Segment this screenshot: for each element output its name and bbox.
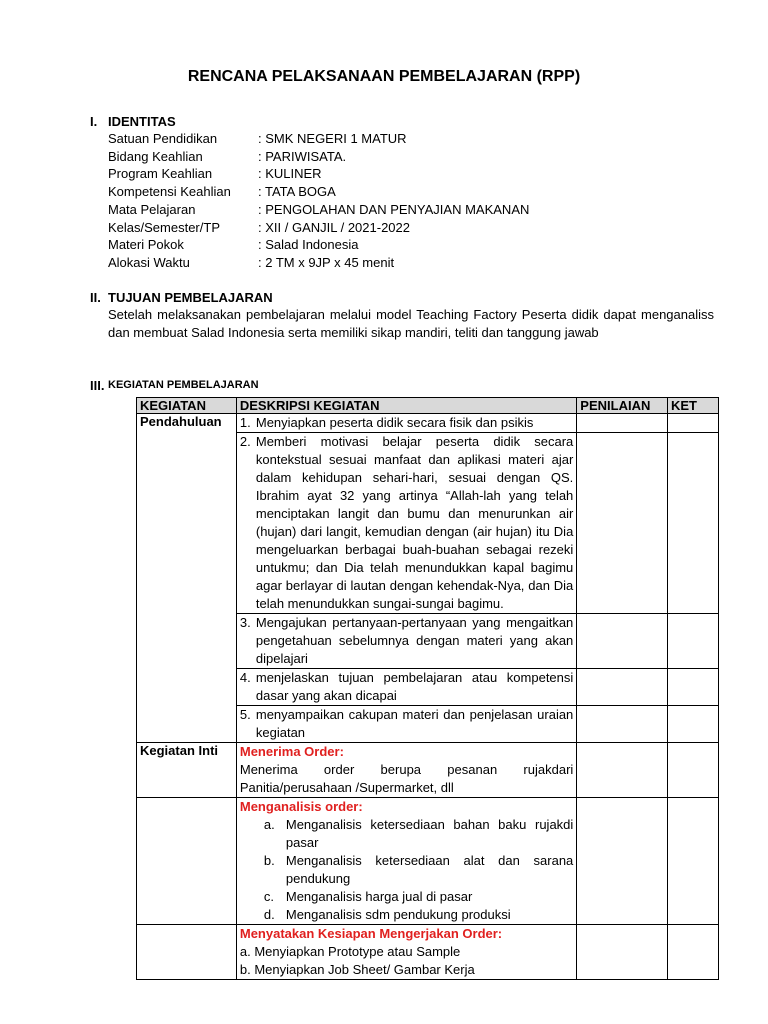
- section-2-number: II.: [90, 290, 101, 305]
- objective-paragraph: Setelah melaksanakan pembelajaran melalui model Teaching Factory Peserta didik dapat menganaliss dan membuat Salad Indonesia serta memiliki sikap mandiri, teliti dan tanggung jawab: [108, 307, 714, 340]
- readiness-heading: Menyatakan Kesiapan Mengerjakan Order:: [239, 926, 503, 941]
- identity-value: : Salad Indonesia: [258, 237, 359, 252]
- assessment-cell: [577, 706, 668, 743]
- assessment-cell: [577, 669, 668, 706]
- page-title: RENCANA PELAKSANAAN PEMBELAJARAN (RPP): [187, 68, 581, 85]
- item-text: Menganalisis ketersediaan alat dan sarana pendukung: [285, 853, 574, 886]
- assessment-cell: [577, 925, 668, 980]
- item-text: Menganalisis ketersediaan bahan baku rujakdi pasar: [285, 817, 574, 850]
- identity-label: Mata Pelajaran: [108, 202, 196, 217]
- column-header-deskripsi: DESKRIPSI KEGIATAN: [236, 398, 576, 414]
- note-cell: [668, 414, 719, 433]
- activity-cell-empty: [137, 925, 237, 980]
- identity-value: : PENGOLAHAN DAN PENYAJIAN MAKANAN: [258, 202, 530, 217]
- activity-cell-empty: [137, 798, 237, 925]
- description-cell: [236, 798, 576, 925]
- table-row: [137, 798, 719, 925]
- identity-value: : KULINER: [258, 166, 322, 181]
- identity-label: Materi Pokok: [108, 237, 184, 252]
- identity-value: : XII / GANJIL / 2021-2022: [258, 220, 410, 235]
- identity-label: Kelas/Semester/TP: [108, 220, 220, 235]
- assessment-cell: [577, 433, 668, 614]
- identity-value: : TATA BOGA: [258, 184, 336, 199]
- identity-value: : PARIWISATA.: [258, 149, 347, 164]
- item-text: Memberi motivasi belajar peserta didik secara kontekstual sesuai manfaat dan aplikasi materi ajar dalam kehidupan sehari-hari, sesuai dengan QS. Ibrahim ayat 32 yang artinya “Allah-lah yang telah menciptakan langit dan bumu dan menurunkan air (hujan) dari langit, kemudian dengan (air hujan) itu Dia mengeluarkan berbagai buah-buahan sebagai rezeki untukmu; dan Dia telah menundukkan kapal bagimu agar berlayar di lautan dengan kehendak-Nya, dan Dia telah menundukkan sungai-sungai bagimu.: [255, 434, 574, 611]
- identity-label: Bidang Keahlian: [108, 149, 203, 164]
- item-text: Menganalisis sdm pendukung produksi: [285, 907, 511, 922]
- note-cell: [668, 925, 719, 980]
- note-cell: [668, 433, 719, 614]
- note-cell: [668, 669, 719, 706]
- item-text: menjelaskan tujuan pembelajaran atau kompetensi dasar yang akan dicapai: [255, 670, 574, 703]
- readiness-item: b. Menyiapkan Job Sheet/ Gambar Kerja: [239, 962, 475, 977]
- activity-pendahuluan: Pendahuluan: [137, 414, 237, 743]
- section-1-heading: IDENTITAS: [108, 114, 176, 129]
- order-heading: Menerima Order:: [239, 744, 344, 759]
- item-number: 4.: [239, 670, 251, 685]
- note-cell: [668, 614, 719, 669]
- item-text: Mengajukan pertanyaan-pertanyaan yang mengaitkan pengetahuan sebelumnya dengan materi yang akan dipelajari: [255, 615, 574, 666]
- table-row: [137, 925, 719, 980]
- description-cell: [236, 669, 576, 706]
- table-row: [137, 743, 719, 798]
- item-letter: b.: [263, 853, 275, 868]
- identity-label: Satuan Pendidikan: [108, 131, 218, 146]
- assessment-cell: [577, 798, 668, 925]
- item-letter: a.: [263, 817, 275, 832]
- item-letter: d.: [263, 907, 275, 922]
- description-cell: [236, 743, 576, 798]
- description-cell: [236, 925, 576, 980]
- section-3-heading: KEGIATAN PEMBELAJARAN: [108, 379, 259, 391]
- identity-value: : SMK NEGERI 1 MATUR: [258, 131, 407, 146]
- table-header-row: [137, 398, 719, 414]
- description-cell: [236, 414, 576, 433]
- assessment-cell: [577, 414, 668, 433]
- table-row: [137, 414, 719, 433]
- note-cell: [668, 706, 719, 743]
- item-letter: c.: [263, 889, 274, 904]
- readiness-item: a. Menyiapkan Prototype atau Sample: [239, 944, 461, 959]
- item-number: 5.: [239, 707, 251, 722]
- note-cell: [668, 743, 719, 798]
- assessment-cell: [577, 614, 668, 669]
- description-cell: [236, 433, 576, 614]
- activity-inti: Kegiatan Inti: [137, 743, 237, 798]
- identity-label: Kompetensi Keahlian: [108, 184, 231, 199]
- item-number: 2.: [239, 434, 251, 449]
- identity-label: Program Keahlian: [108, 166, 213, 181]
- item-text: menyampaikan cakupan materi dan penjelasan uraian kegiatan: [255, 707, 574, 740]
- order-text: Menerima order berupa pesanan rujakdari Panitia/perusahaan /Supermarket, dll: [239, 762, 574, 795]
- identity-value: : 2 TM x 9JP x 45 menit: [258, 255, 395, 270]
- item-number: 1.: [239, 415, 251, 430]
- section-2-heading: TUJUAN PEMBELAJARAN: [108, 290, 273, 305]
- analysis-heading: Menganalisis order:: [239, 799, 363, 814]
- item-text: Menyiapkan peserta didik secara fisik dan psikis: [255, 415, 534, 430]
- activity-table: [136, 397, 719, 980]
- column-header-penilaian: PENILAIAN: [577, 398, 668, 414]
- note-cell: [668, 798, 719, 925]
- section-3-number: III.: [90, 378, 105, 393]
- section-1-number: I.: [90, 114, 98, 129]
- item-number: 3.: [239, 615, 251, 630]
- identity-label: Alokasi Waktu: [108, 255, 190, 270]
- item-text: Menganalisis harga jual di pasar: [285, 889, 473, 904]
- description-cell: [236, 614, 576, 669]
- assessment-cell: [577, 743, 668, 798]
- description-cell: [236, 706, 576, 743]
- column-header-ket: KET: [668, 398, 719, 414]
- column-header-kegiatan: KEGIATAN: [137, 398, 237, 414]
